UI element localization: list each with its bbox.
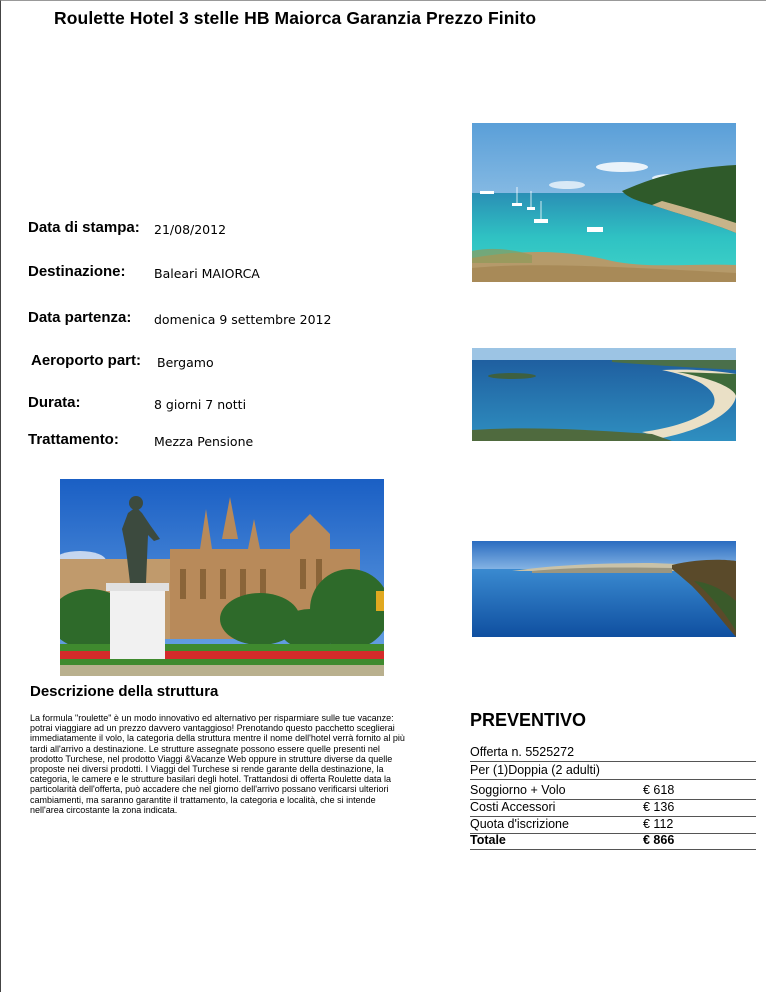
quote-line-item <box>470 783 756 800</box>
line-item-amount: € 112 <box>643 817 674 831</box>
offer-number-row <box>470 745 756 762</box>
line-item-amount: € 618 <box>643 783 675 797</box>
line-item-label: Quota d'iscrizione <box>470 817 569 831</box>
description-text: La formula "roulette" è un modo innovativo ed alternativo per risparmiare sulle tue vacanze: potrai viaggiare ad un prezzo davvero vantaggioso! Prenotando questo pacchetto sceglierai immediatamente il volo, la categoria della struttura mentre il nome dell'hotel verrà fornito al più tardi all'arrivo a destinazione. Le strutture assegnate possono essere quelle presenti nel prodotto Turchese, nel prodotto Viaggi &Vacanze Web oppure in strutture diverse da quelle proposte nei diversi prodotti. I Viaggi del Turchese si rende garante della destinazione, la categoria, le camere e le strutture basilari degli hotel. Trattandosi di offerta Roulette data la particolarità dell'offerta, può accadere che nel giorno dell'arrivo possano verificarsi ulteriori cambiamenti, ma saranno garantite il trattamento, la categoria e località, che si intende nell'area circostante la zona indicata. <box>30 713 405 815</box>
destination-label: Destinazione: <box>28 263 126 280</box>
departure-date-label: Data partenza: <box>28 309 132 326</box>
airport-value: Bergamo <box>157 355 214 370</box>
line-item-amount: € 136 <box>643 800 675 814</box>
cathedral-with-statue-photo <box>60 479 384 676</box>
offer-number: Offerta n. 5525272 <box>470 745 575 759</box>
line-item-label: Soggiorno + Volo <box>470 783 566 797</box>
curved-beach-photo <box>472 348 736 441</box>
quote-heading: PREVENTIVO <box>470 710 587 730</box>
total-label: Totale <box>470 833 506 847</box>
treatment-label: Trattamento: <box>28 431 119 448</box>
bay-with-boats-photo <box>472 123 736 282</box>
duration-value: 8 giorni 7 notti <box>154 397 247 412</box>
treatment-value: Mezza Pensione <box>154 434 254 449</box>
coastline-sea-photo <box>472 541 736 637</box>
airport-label: Aeroporto part: <box>31 352 141 369</box>
description-heading: Descrizione della struttura <box>30 683 219 700</box>
room-description: Per (1)Doppia (2 adulti) <box>470 763 600 777</box>
line-item-label: Costi Accessori <box>470 800 556 814</box>
destination-value: Baleari MAIORCA <box>154 266 260 281</box>
total-amount: € 866 <box>643 833 675 847</box>
print-date-value: 21/08/2012 <box>154 222 227 237</box>
print-date-label: Data di stampa: <box>28 219 140 236</box>
page-title: Roulette Hotel 3 stelle HB Maiorca Garanzia Prezzo Finito <box>54 8 537 28</box>
quote-line-item <box>470 800 756 817</box>
room-row <box>470 763 756 780</box>
duration-label: Durata: <box>28 394 81 411</box>
departure-date-value: domenica 9 settembre 2012 <box>154 312 332 327</box>
quote-total-row <box>470 833 756 850</box>
quote-line-item <box>470 817 756 834</box>
